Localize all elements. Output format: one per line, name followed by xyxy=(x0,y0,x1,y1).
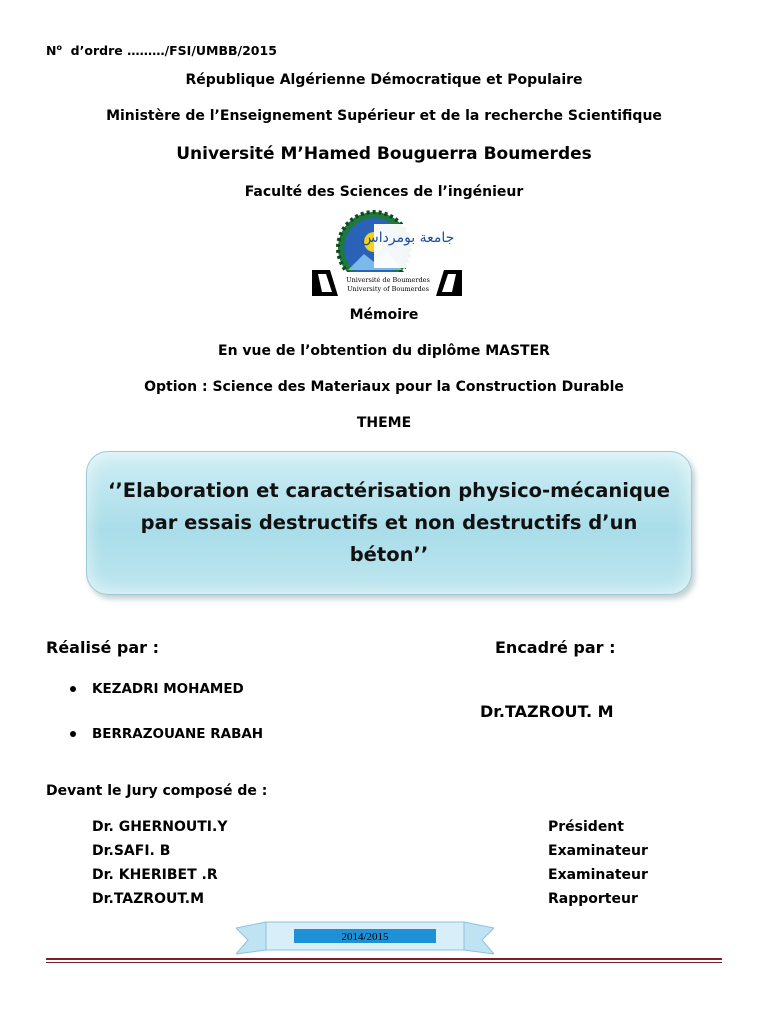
supervisor-name: Dr.TAZROUT. M xyxy=(480,702,614,721)
bullet-icon xyxy=(70,731,76,737)
year-ribbon xyxy=(236,920,494,956)
republique-line: République Algérienne Démocratique et Populaire xyxy=(185,72,583,88)
theme-line-2: par essais destructifs et non destructifs d’un béton’’ xyxy=(140,511,638,566)
jury-member-name: Dr.TAZROUT.M xyxy=(92,891,205,907)
obtention-line: En vue de l’obtention du diplôme MASTER xyxy=(218,343,550,359)
jury-member-name: Dr. KHERIBET .R xyxy=(92,867,218,883)
theme-line-1: ‘’Elaboration et caractérisation physico-mécanique xyxy=(107,479,671,502)
bullet-icon xyxy=(70,686,76,692)
jury-member-role: Président xyxy=(548,819,624,835)
university-name: Université M’Hamed Bouguerra Boumerdes xyxy=(176,144,592,164)
faculty-name: Faculté des Sciences de l’ingénieur xyxy=(244,184,524,200)
realise-label: Réalisé par : xyxy=(46,638,159,657)
student-name: KEZADRI MOHAMED xyxy=(92,681,244,697)
svg-text:University of Boumerdes: University of Boumerdes xyxy=(347,285,429,293)
jury-member-role: Examinateur xyxy=(548,867,648,883)
jury-member-role: Rapporteur xyxy=(548,891,638,907)
university-logo-icon xyxy=(312,210,462,302)
jury-member-name: Dr. GHERNOUTI.Y xyxy=(92,819,228,835)
theme-box xyxy=(86,451,692,595)
svg-text:Université de Boumerdes: Université de Boumerdes xyxy=(346,276,430,284)
year-label: 2014/2015 xyxy=(341,931,389,943)
encadre-label: Encadré par : xyxy=(495,638,616,657)
footer-rule xyxy=(46,958,722,960)
footer-rule xyxy=(46,962,722,963)
option-line: Option : Science des Materiaux pour la Construction Durable xyxy=(144,379,624,395)
jury-member-role: Examinateur xyxy=(548,843,648,859)
theme-label: THEME xyxy=(356,415,412,431)
jury-member-name: Dr.SAFI. B xyxy=(92,843,171,859)
memoire-title: Mémoire xyxy=(349,307,419,323)
svg-text:جامعة بومرداس: جامعة بومرداس xyxy=(361,230,455,246)
theme-title xyxy=(99,475,679,571)
jury-label: Devant le Jury composé de : xyxy=(46,783,268,799)
student-item xyxy=(70,726,263,742)
ministere-line: Ministère de l’Enseignement Supérieur et de la recherche Scientifique xyxy=(106,108,662,124)
student-item xyxy=(70,681,244,697)
student-name: BERRAZOUANE RABAH xyxy=(92,726,264,742)
order-number: $N^o$ d’ordre ………/FSI/UMBB/2015 xyxy=(46,43,277,59)
